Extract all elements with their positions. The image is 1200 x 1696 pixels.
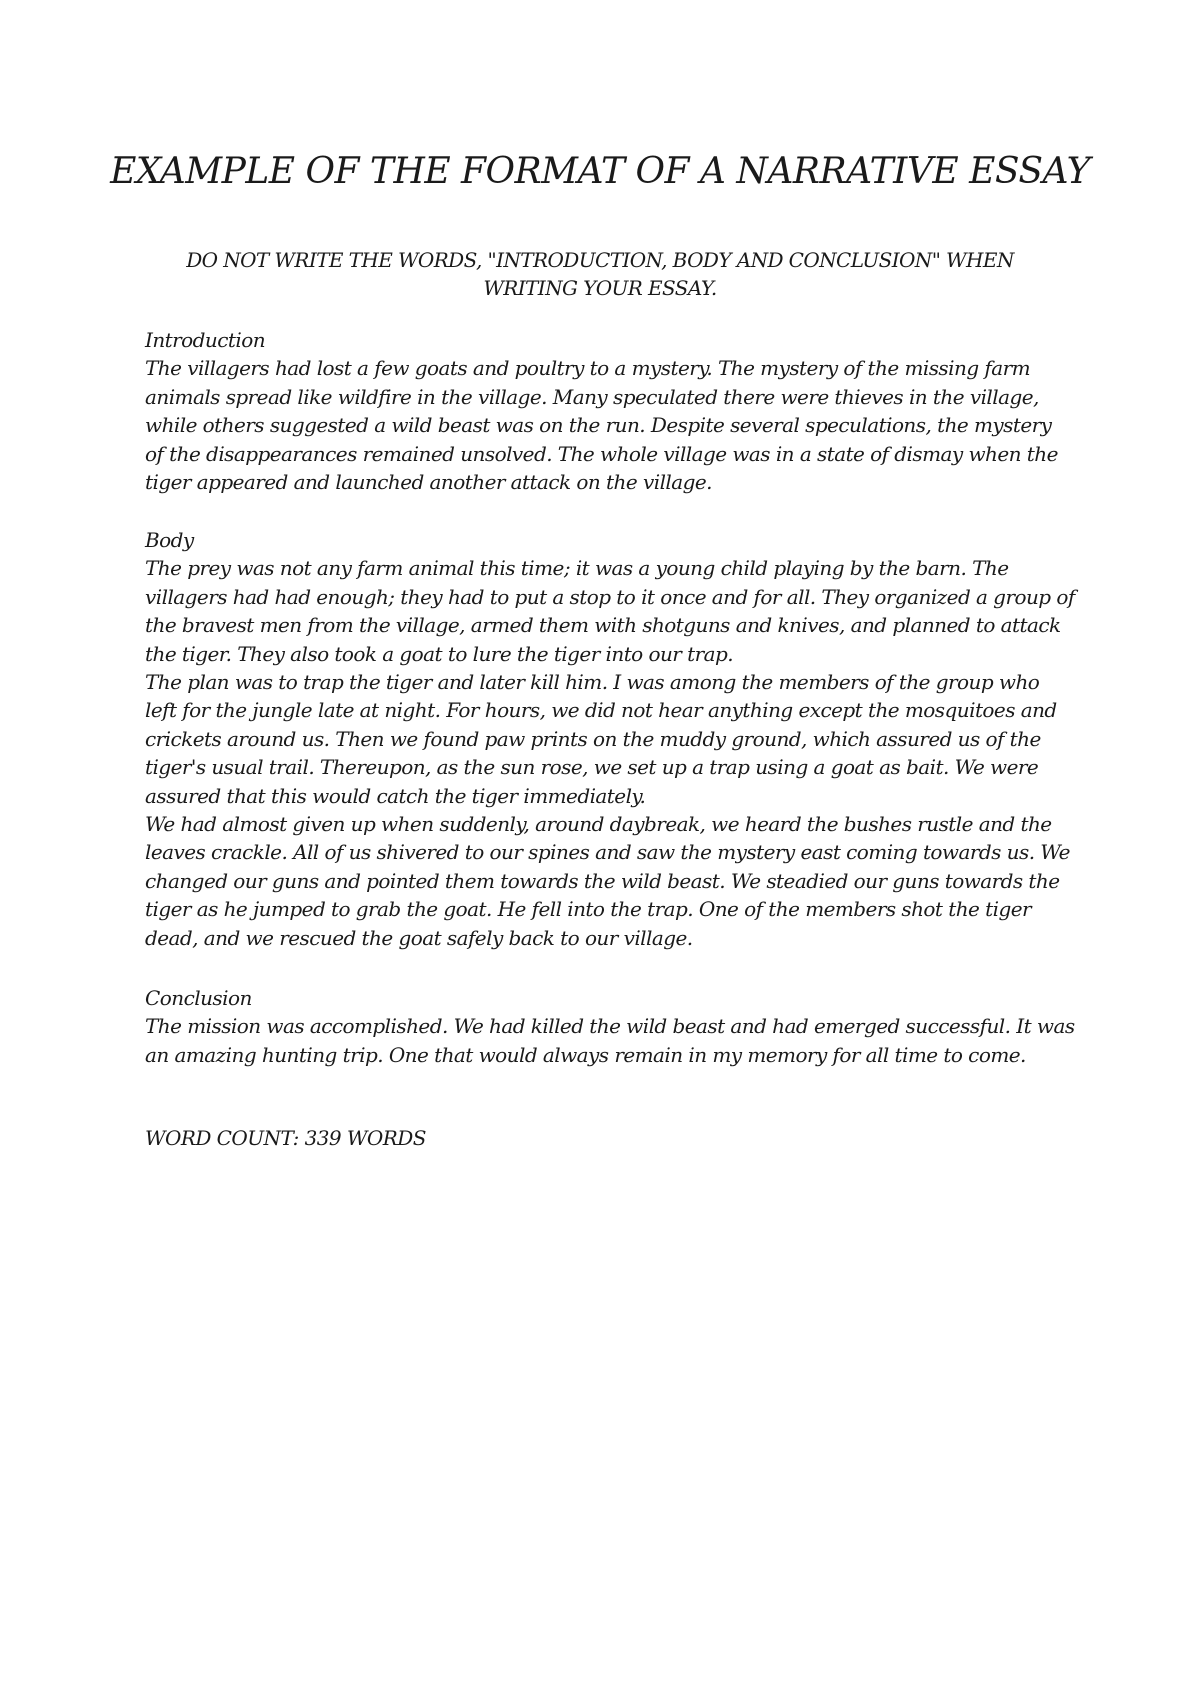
body-paragraph-3: We had almost given up when suddenly, around daybreak, we heard the bushes rustle and the leaves crackle. All of us shivered to our spines and saw the mystery east coming towards us. We changed our guns and pointed them towards the wild beast. We steadied our guns towards the tiger as he jumped to grab the goat. He fell into the trap. One of the members shot the tiger dead, and we rescued the goat safely back to our village. bbox=[145, 812, 1070, 950]
word-count: WORD COUNT: 339 WORDS bbox=[145, 1126, 426, 1150]
body-section bbox=[145, 526, 1075, 952]
introduction-section bbox=[145, 326, 1075, 496]
instruction-note: DO NOT WRITE THE WORDS, "INTRODUCTION, BODY AND CONCLUSION" WHEN WRITING YOUR ESSAY. bbox=[186, 248, 1014, 300]
introduction-paragraph: The villagers had lost a few goats and poultry to a mystery. The mystery of the missing farm animals spread like wildfire in the village. Many speculated there were thieves in the village, while others suggested a wild beast was on the run. Despite several speculations, the mystery of the disappearances remained unsolved. The whole village was in a state of dismay when the tiger appeared and launched another attack on the village. bbox=[145, 356, 1058, 495]
conclusion-heading: Conclusion bbox=[145, 986, 252, 1010]
conclusion-section bbox=[145, 984, 1075, 1069]
page-title: EXAMPLE OF THE FORMAT OF A NARRATIVE ESSAY bbox=[110, 151, 1090, 192]
body-paragraph-1: The prey was not any farm animal this time; it was a young child playing by the barn. The villagers had had enough; they had to put a stop to it once and for all. They organized a group of the bravest men from the village, armed them with shotguns and knives, and planned to attack the tiger. They also took a goat to lure the tiger into our trap. bbox=[145, 556, 1075, 666]
body-heading: Body bbox=[145, 528, 194, 552]
conclusion-paragraph: The mission was accomplished. We had killed the wild beast and had emerged successful. It was an amazing hunting trip. One that would always remain in my memory for all time to come. bbox=[145, 1014, 1075, 1067]
body-paragraph-2: The plan was to trap the tiger and later kill him. I was among the members of the group who left for the jungle late at night. For hours, we did not hear anything except the mosquitoes and crickets around us. Then we found paw prints on the muddy ground, which assured us of the tiger's usual trail. Thereupon, as the sun rose, we set up a trap using a goat as bait. We were assured that this would catch the tiger immediately. bbox=[145, 670, 1057, 808]
introduction-heading: Introduction bbox=[145, 328, 266, 352]
